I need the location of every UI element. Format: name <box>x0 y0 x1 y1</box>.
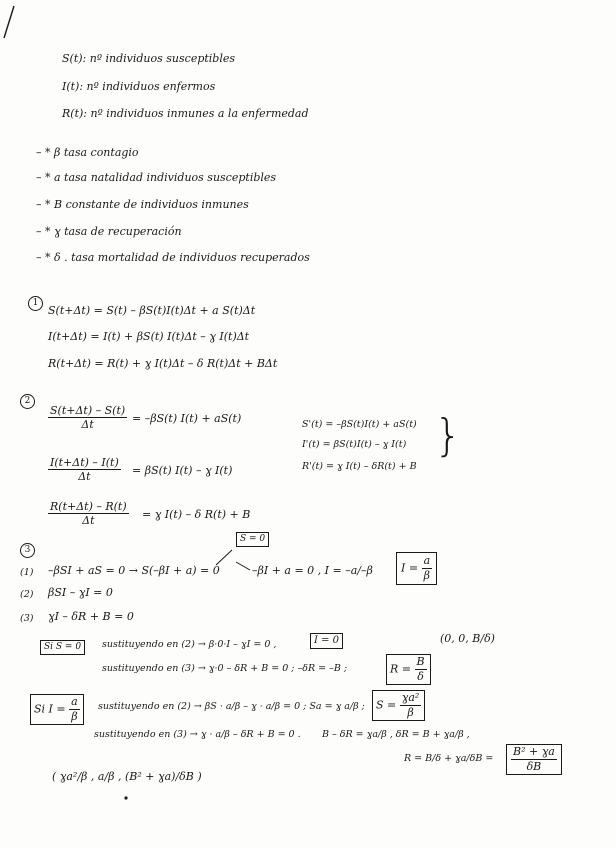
frac-denominator: β <box>71 710 78 723</box>
section-3-marker: 3 <box>20 543 35 558</box>
frac-denominator: β <box>423 569 431 582</box>
frac-numerator: ɣa² <box>401 691 420 704</box>
case1-r-box <box>386 654 431 685</box>
eq-tag-2: (2) <box>20 589 34 600</box>
eq-3: ɣI – δR + B = 0 <box>48 610 134 623</box>
case2-s-box <box>372 690 425 721</box>
root-s-zero-box: S = 0 <box>236 532 269 547</box>
frac-denominator: Δt <box>81 418 94 431</box>
frac-numerator: B² + ɣa <box>513 745 555 758</box>
case2-solve-r: B – δR = ɣa/β , δR = B + ɣa/β , <box>322 729 470 740</box>
frac-numerator: R(t+Δt) – R(t) <box>50 500 127 513</box>
param-a: – * a tasa natalidad individuos susceptibles <box>36 171 277 184</box>
case2-r-expression: R = B/δ + ɣa/δB = <box>404 753 494 764</box>
frac-denominator: δB <box>526 760 542 773</box>
eq-1: –βSI + aS = 0 → S(–βI + a) = 0 <box>48 564 220 577</box>
param-b: – * B constante de individuos inmunes <box>36 198 249 211</box>
eq-2: βSI – ɣI = 0 <box>48 586 113 599</box>
sec1-eq-s: S(t+Δt) = S(t) – βS(t)I(t)Δt + a S(t)Δt <box>48 304 256 317</box>
case2-r-box <box>506 744 562 775</box>
case1-substitute-2: sustituyendo en (2) → β·0·I – ɣI = 0 , <box>102 639 277 650</box>
section-1-marker: 1 <box>28 296 43 311</box>
frac-numerator: I(t+Δt) – I(t) <box>50 456 119 469</box>
system-r-prime: R'(t) = ɣ I(t) – δR(t) + B <box>302 461 417 472</box>
branch-arrow-stroke-2 <box>236 562 250 570</box>
sec2-rhs-i: = βS(t) I(t) – ɣ I(t) <box>132 464 233 477</box>
sec2-frac-s <box>48 404 127 431</box>
section-2-marker: 2 <box>20 394 35 409</box>
sec2-frac-i <box>48 456 121 483</box>
box-lhs: Si I = <box>34 702 66 716</box>
system-i-prime: I'(t) = βS(t)I(t) – ɣ I(t) <box>302 439 407 450</box>
sec2-rhs-s: = –βS(t) I(t) + aS(t) <box>132 412 242 425</box>
box-frac <box>415 655 427 684</box>
param-delta: – * δ . tasa mortalidad de individuos recuperados <box>36 251 310 264</box>
eq-tag-1: (1) <box>20 567 34 578</box>
root-i-box <box>396 552 437 585</box>
frac-denominator: Δt <box>78 470 91 483</box>
frac-numerator: B <box>416 655 425 668</box>
frac-denominator: Δt <box>82 514 95 527</box>
box-frac <box>400 691 422 720</box>
case1-substitute-3: sustituyendo en (3) → ɣ·0 – δR + B = 0 ; –δR = –B ; <box>102 663 348 674</box>
ink-dot <box>124 796 127 799</box>
frac-numerator: a <box>423 554 431 567</box>
sec1-eq-i: I(t+Δt) = I(t) + βS(t) I(t)Δt – ɣ I(t)Δt <box>48 330 250 343</box>
box-frac <box>511 745 557 774</box>
case2-substitute-3: sustituyendo en (3) → ɣ · a/β – δR + B = 0 . <box>94 729 301 740</box>
eq-tag-3: (3) <box>20 613 34 624</box>
sec1-eq-r: R(t+Δt) = R(t) + ɣ I(t)Δt – δ R(t)Δt + BΔt <box>48 357 278 370</box>
box-frac <box>69 695 80 724</box>
def-immune: R(t): nº individuos inmunes a la enfermedad <box>62 107 309 120</box>
case1-i-zero-box: I = 0 <box>310 633 343 649</box>
case-s-zero-box: Si S = 0 <box>40 640 85 655</box>
frac-denominator: δ <box>417 670 424 683</box>
equilibrium-point-2: ( ɣa²/β , a/β , (B² + ɣa)/δB ) <box>52 770 202 783</box>
box-frac <box>422 554 433 583</box>
param-beta: – * β tasa contagio <box>36 146 139 159</box>
case-i-box <box>30 694 84 725</box>
box-lhs: R = <box>390 662 411 676</box>
case2-substitute-2: sustituyendo en (2) → βS · a/β – ɣ · a/β = 0 ; Sa = ɣ a/β ; <box>98 701 365 712</box>
def-susceptible: S(t): nº individuos susceptibles <box>62 52 236 65</box>
box-lhs: S = <box>376 698 397 712</box>
frac-numerator: a <box>71 695 78 708</box>
sec2-frac-r <box>48 500 129 527</box>
system-brace: } <box>434 410 462 461</box>
sec2-rhs-r: = ɣ I(t) – δ R(t) + B <box>142 508 251 521</box>
corner-pen-mark <box>4 6 14 38</box>
frac-denominator: β <box>407 706 414 719</box>
branch-arrow-stroke <box>216 550 232 565</box>
def-infected: I(t): nº individuos enfermos <box>62 80 216 93</box>
box-lhs: I = <box>401 561 419 575</box>
param-gamma: – * ɣ tasa de recuperación <box>36 225 182 238</box>
equilibrium-point-1: (0, 0, B/δ) <box>440 632 495 645</box>
system-s-prime: S'(t) = –βS(t)I(t) + aS(t) <box>302 419 417 430</box>
eq-1-branch: –βI + a = 0 , I = –a/–β <box>252 564 373 577</box>
frac-numerator: S(t+Δt) – S(t) <box>50 404 126 417</box>
